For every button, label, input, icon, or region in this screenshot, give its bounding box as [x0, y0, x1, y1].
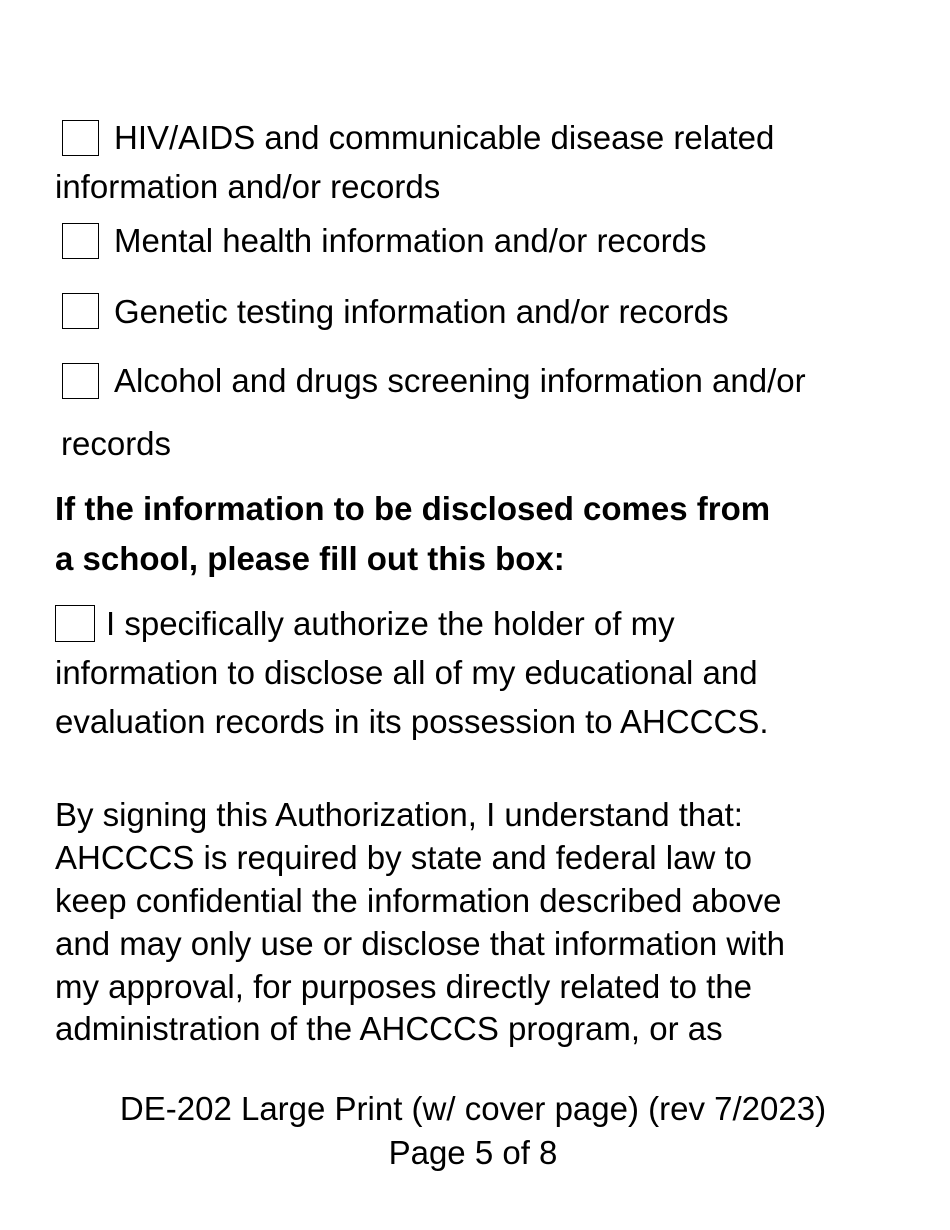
paragraph-line: By signing this Authorization, I understand that:: [55, 796, 743, 833]
alcohol-drugs-label-line2: records: [61, 425, 172, 462]
checkbox-alcohol-drugs[interactable]: [62, 363, 99, 399]
paragraph-line: keep confidential the information described above: [55, 882, 782, 919]
checkbox-hiv[interactable]: [62, 120, 99, 156]
footer-form-id: DE-202 Large Print (w/ cover page) (rev 7/2023): [119, 1090, 827, 1127]
paragraph-line: my approval, for purposes directly related to the: [55, 968, 753, 1005]
paragraph-line: administration of the AHCCCS program, or as: [55, 1010, 723, 1047]
paragraph-line: AHCCCS is required by state and federal law to: [55, 839, 752, 876]
hiv-label-line1: HIV/AIDS and communicable disease related: [114, 119, 775, 156]
alcohol-drugs-label-line1: Alcohol and drugs screening information and/or: [114, 362, 806, 399]
school-authorization-line3: evaluation records in its possession to AHCCCS.: [55, 703, 769, 740]
school-authorization-line2: information to disclose all of my educational and: [55, 654, 758, 691]
hiv-label-line2: information and/or records: [55, 168, 441, 205]
footer-page-number: Page 5 of 8: [388, 1134, 558, 1171]
paragraph-line: and may only use or disclose that information with: [55, 925, 786, 962]
school-heading-line1: If the information to be disclosed comes from: [55, 490, 771, 527]
school-heading-line2: a school, please fill out this box:: [55, 540, 565, 577]
mental-health-label: Mental health information and/or records: [114, 222, 707, 259]
genetic-testing-label: Genetic testing information and/or records: [114, 293, 729, 330]
checkbox-mental-health[interactable]: [62, 223, 99, 259]
checkbox-genetic-testing[interactable]: [62, 293, 99, 329]
checkbox-school-authorization[interactable]: [55, 605, 95, 642]
school-authorization-line1: I specifically authorize the holder of my: [106, 605, 675, 642]
